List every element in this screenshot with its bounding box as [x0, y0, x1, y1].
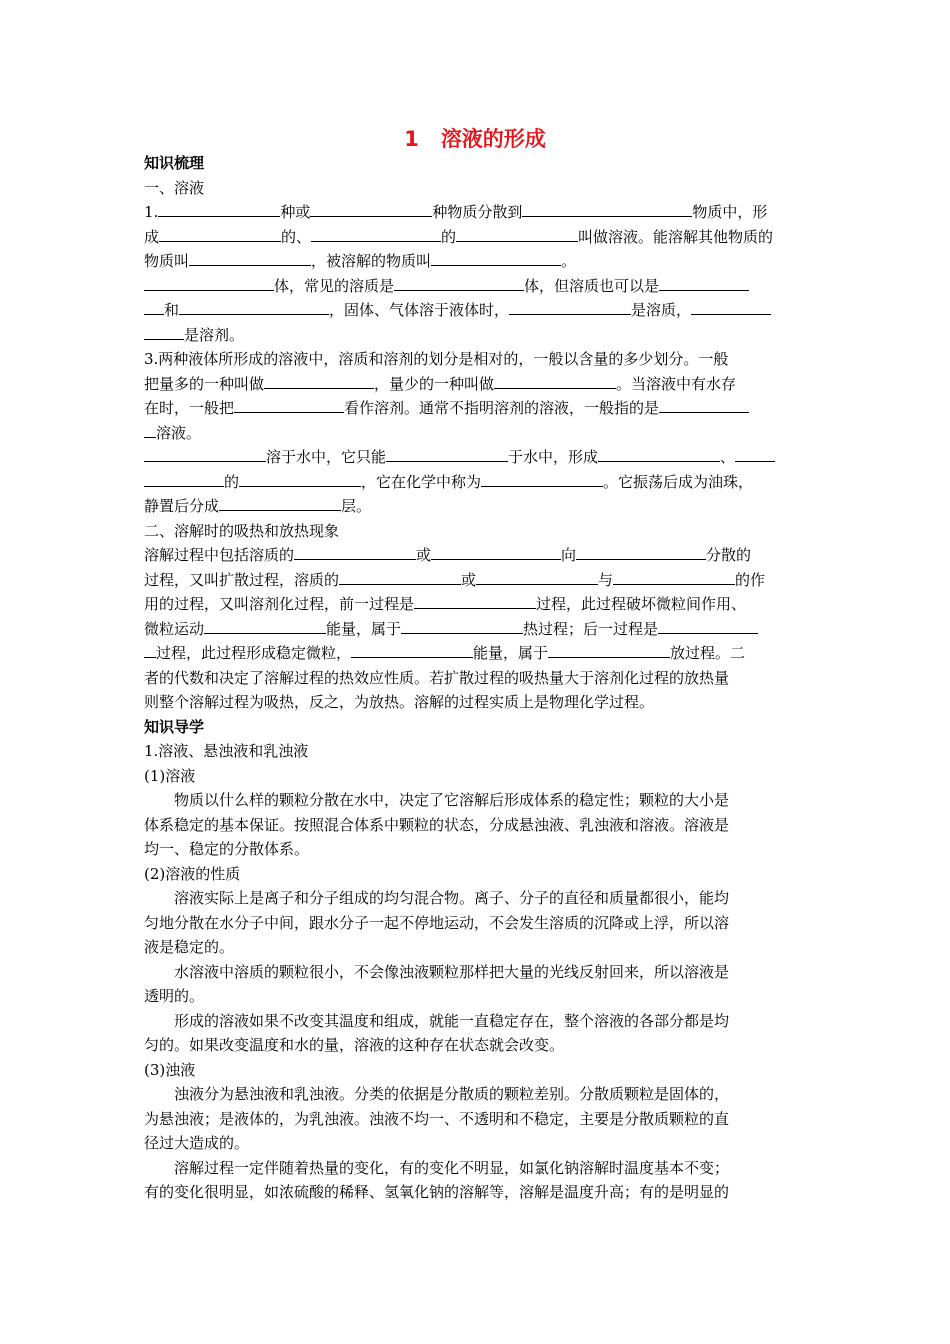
blank[interactable]	[144, 472, 224, 487]
blank[interactable]	[613, 570, 735, 585]
blank[interactable]	[310, 202, 432, 217]
blank[interactable]	[522, 202, 692, 217]
blank[interactable]	[658, 619, 758, 634]
blank[interactable]	[311, 227, 441, 242]
blank[interactable]	[476, 570, 598, 585]
blank[interactable]	[144, 276, 274, 291]
paragraph-8: 水溶液中溶质的颗粒很小，不会像浊液颗粒那样把大量的光线反射回来，所以溶液是 透明的。	[144, 962, 730, 1005]
blank[interactable]	[219, 496, 341, 511]
title-number: 1	[404, 127, 419, 151]
paragraph-1: 1. 种或 种物质分散到 物质中，形 成 的、 的 叫做溶液。能溶解其他物质的 物质叫 ，被溶解的物质叫 。	[144, 203, 774, 270]
paragraph-9: 形成的溶液如果不改变其温度和组成，就能一直稳定存在，整个溶液的各部分都是均 匀的。如果改变温度和水的量，溶液的这种存在状态就会改变。	[144, 1011, 730, 1054]
item-heading-solution: (1)溶液	[144, 766, 196, 785]
blank[interactable]	[494, 374, 616, 389]
blank[interactable]	[351, 643, 473, 658]
blank[interactable]	[144, 325, 184, 340]
blank[interactable]	[144, 423, 156, 438]
blank[interactable]	[158, 202, 280, 217]
section-heading-guide: 知识导学	[144, 717, 205, 736]
blank[interactable]	[691, 300, 771, 315]
title-text: 溶液的形成	[440, 127, 546, 151]
blank[interactable]	[179, 300, 329, 315]
blank[interactable]	[386, 447, 508, 462]
blank[interactable]	[431, 251, 561, 266]
subheading-types: 1.溶液、悬浊液和乳浊液	[144, 742, 309, 760]
paragraph-4: 溶于水中，它只能 于水中，形成 、 的 ，它在化学中称为 。它振荡后成为油珠， 静置后分成 层。	[144, 445, 806, 519]
subheading-heat: 二、溶解时的吸热和放热现象	[144, 521, 340, 540]
blank[interactable]	[598, 447, 720, 462]
paragraph-6: 物质以什么样的颗粒分散在水中，决定了它溶解后形成体系的稳定性；颗粒的大小是 体系稳定的基本保证。按照混合体系中颗粒的状态，分成悬浊液、乳浊液和溶液。溶液是 均一、稳定的分散体系。	[144, 791, 730, 858]
blank[interactable]	[509, 300, 631, 315]
blank[interactable]	[294, 545, 416, 560]
page-title	[0, 124, 950, 154]
blank[interactable]	[144, 643, 156, 658]
blank[interactable]	[401, 619, 523, 634]
section-heading-knowledge: 知识梳理	[144, 154, 205, 172]
blank[interactable]	[239, 472, 361, 487]
document-body	[144, 151, 806, 1205]
blank[interactable]	[144, 300, 164, 315]
item-heading-turbid: (3)浊液	[144, 1060, 196, 1079]
paragraph-3: 3.两种液体所形成的溶液中，溶质和溶剂的划分是相对的，一般以含量的多少划分。一般 把量多的一种叫做 ，量少的一种叫做 。当溶液中有水存 在时，一般把 看作溶剂。通常不指明溶剂的溶液，一般指的是 溶液。	[144, 347, 806, 445]
blank[interactable]	[576, 545, 706, 560]
blank[interactable]	[659, 398, 749, 413]
paragraph-5: 溶解过程中包括溶质的 或 向 分散的 过程，又叫扩散过程，溶质的 或 与 的作 用的过程，又叫溶剂化过程，前一过程是 过程，此过程破坏微粒间作用、 微粒运动 能量，属于 热过程；后一过程是 过程，此过程形成稳定微粒， 能量，属于 放过程。二 者的代数和决定了溶解过程的热效应性质。若扩散过程的吸热量大于溶剂化过程的放热量 则整个溶解过程为吸热，反之，为放热。溶解的过程实质上是物理化学过程。	[144, 546, 766, 711]
item-heading-properties: (2)溶液的性质	[144, 864, 241, 883]
blank[interactable]	[456, 227, 578, 242]
blank[interactable]	[204, 619, 326, 634]
blank[interactable]	[548, 643, 670, 658]
blank[interactable]	[264, 374, 374, 389]
blank[interactable]	[234, 398, 344, 413]
blank[interactable]	[431, 545, 561, 560]
paragraph-2: 体，常见的溶质是 体，但溶质也可以是 和 ，固体、气体溶于液体时， 是溶质， 是溶剂。	[144, 274, 806, 348]
blank[interactable]	[481, 472, 603, 487]
subheading-solution: 一、溶液	[144, 178, 205, 197]
blank[interactable]	[339, 570, 461, 585]
blank[interactable]	[659, 276, 749, 291]
paragraph-11: 溶解过程一定伴随着热量的变化，有的变化不明显，如氯化钠溶解时温度基本不变； 有的变化很明显，如浓硫酸的稀释、氢氧化钠的溶解等，溶解是温度升高；有的是明显的	[144, 1158, 730, 1201]
blank[interactable]	[735, 447, 775, 462]
blank[interactable]	[189, 251, 311, 266]
blank[interactable]	[159, 227, 281, 242]
blank[interactable]	[144, 447, 266, 462]
paragraph-10: 浊液分为悬浊液和乳浊液。分类的依据是分散质的颗粒差别。分散质颗粒是固体的， 为悬浊液；是液体的，为乳浊液。浊液不均一、不透明和不稳定，主要是分散质颗粒的直 径过大造成的。	[144, 1085, 730, 1152]
blank[interactable]	[394, 276, 524, 291]
blank[interactable]	[414, 594, 536, 609]
paragraph-7: 溶液实际上是离子和分子组成的均匀混合物。离子、分子的直径和质量都很小，能均 匀地分散在水分子中间，跟水分子一起不停地运动，不会发生溶质的沉降或上浮，所以溶 液是稳定的。	[144, 889, 730, 956]
